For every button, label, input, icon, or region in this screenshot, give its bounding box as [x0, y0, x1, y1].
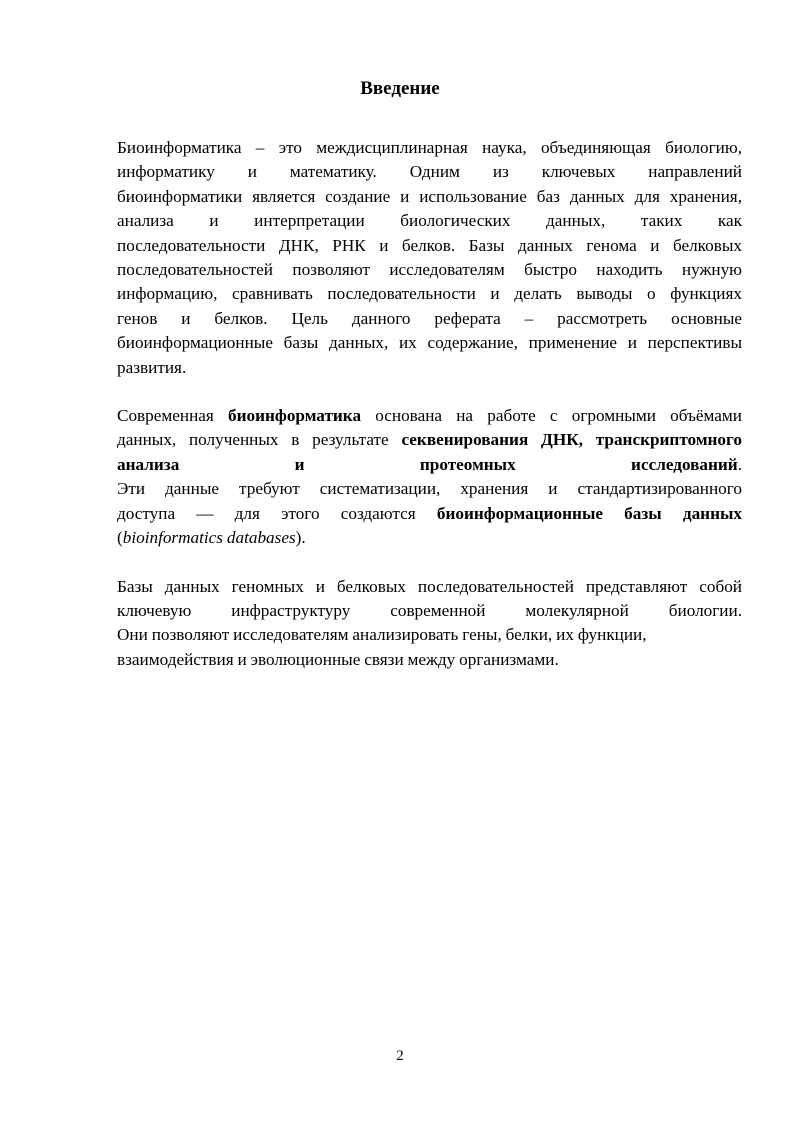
- bold-text: биоинформатика: [228, 406, 362, 426]
- document-body: [117, 136, 742, 696]
- text-line: [117, 356, 742, 380]
- paragraph: [117, 404, 742, 550]
- text-run: Биоинформатика – это междисциплинарная наука, объединяющая биологию,: [117, 138, 742, 157]
- paragraph: [117, 136, 742, 380]
- text-run: информатику и математику. Одним из ключевых направлений: [117, 162, 742, 182]
- text-run: информацию, сравнивать последовательности и делать выводы о функциях: [117, 284, 742, 304]
- text-run: взаимодействия и эволюционные связи между организмами.: [117, 649, 559, 669]
- bold-text: секвенирования ДНК, транскриптомного: [401, 430, 742, 450]
- text-line: [117, 648, 742, 672]
- text-line: [117, 526, 742, 550]
- text-line: [117, 599, 742, 623]
- text-run: биоинформационные базы данных, их содержание, применение и перспективы: [117, 333, 742, 353]
- text-line: [117, 331, 742, 355]
- text-line: [117, 453, 742, 477]
- text-line: [117, 282, 742, 306]
- text-run: Они позволяют исследователям анализировать гены, белки, их функции,: [117, 625, 647, 645]
- text-line: [117, 575, 742, 599]
- bold-text: биоинформационные базы данных: [436, 503, 742, 523]
- text-run: Эти данные требуют систематизации, хранения и стандартизированного: [117, 479, 742, 499]
- text-run: данных, полученных в результате: [117, 430, 402, 450]
- text-run: основана на работе с огромными объёмами: [361, 406, 742, 426]
- text-run: генов и белков. Цель данного реферата – рассмотреть основные: [117, 308, 742, 328]
- page-number: 2: [396, 1048, 404, 1064]
- text-run: (: [117, 528, 123, 548]
- text-run: Современная: [117, 406, 229, 426]
- text-run: последовательности ДНК, РНК и белков. Базы данных генома и белковых: [117, 235, 742, 255]
- text-line: [117, 185, 742, 209]
- text-run: Базы данных геномных и белковых последовательностей представляют собой: [117, 576, 742, 596]
- bold-text: анализа и протеомных исследований: [117, 454, 738, 474]
- text-line: [117, 404, 742, 428]
- text-line: [117, 209, 742, 233]
- text-line: [117, 258, 742, 282]
- text-run: ).: [295, 528, 306, 548]
- text-line: [117, 502, 742, 526]
- page-title: Введение: [360, 78, 440, 99]
- paragraph: [117, 575, 742, 673]
- text-run: биоинформатики является создание и использование баз данных для хранения,: [117, 186, 742, 206]
- text-run: развития.: [117, 357, 187, 377]
- text-line: [117, 160, 742, 184]
- text-run: доступа — для этого создаются: [117, 503, 437, 523]
- text-line: [117, 136, 742, 160]
- text-line: [117, 477, 742, 501]
- text-run: анализа и интерпретации биологических данных, таких как: [117, 211, 742, 231]
- text-line: [117, 623, 742, 647]
- text-run: .: [737, 454, 742, 474]
- text-run: последовательностей позволяют исследователям быстро находить нужную: [117, 260, 742, 280]
- text-run: ключевую инфраструктуру современной молекулярной биологии.: [117, 600, 742, 620]
- text-line: [117, 307, 742, 331]
- italic-text: bioinformatics databases: [122, 528, 296, 548]
- text-line: [117, 428, 742, 452]
- text-line: [117, 234, 742, 258]
